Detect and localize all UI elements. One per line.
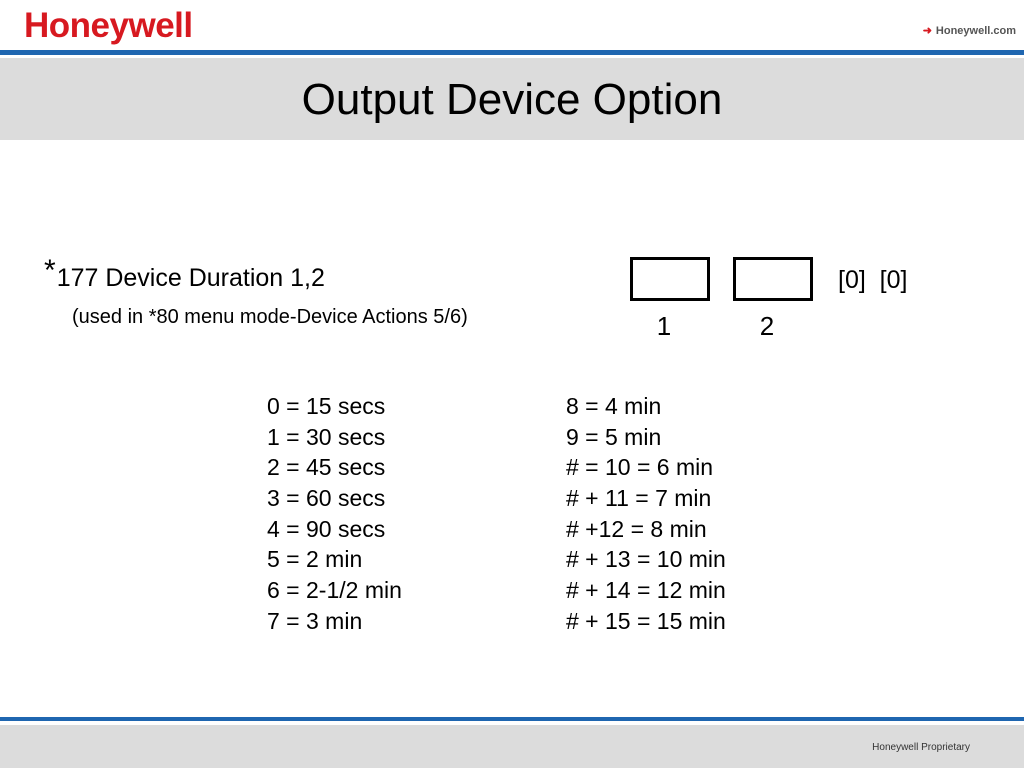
slide-title: Output Device Option [301, 75, 723, 124]
arrow-right-icon: ➜ [922, 25, 932, 37]
footer-rule [0, 717, 1024, 721]
option-item: 6 = 2-1/2 min [267, 577, 402, 604]
option-item: # + 11 = 7 min [566, 485, 712, 512]
option-item: 1 = 30 secs [267, 423, 386, 450]
option-item: # + 15 = 15 min [566, 607, 726, 634]
option-item: # = 10 = 6 min [566, 454, 714, 481]
option-item: # + 13 = 10 min [566, 546, 726, 573]
option-item: 9 = 5 min [566, 423, 662, 450]
option-item: # +12 = 8 min [566, 515, 707, 542]
entry-box-1 [630, 257, 710, 301]
options-left-column [267, 391, 402, 637]
entry-box-1-label: 1 [656, 311, 672, 341]
option-item: 3 = 60 secs [267, 485, 386, 512]
honeywell-logo: Honeywell [24, 6, 193, 45]
entry-box-2 [733, 257, 813, 301]
command-note: (used in *80 menu mode-Device Actions 5/6) [72, 306, 468, 328]
command-label: 177 Device Duration 1,2 [56, 264, 325, 292]
default-values: [0] [0] [838, 266, 908, 294]
option-item: 4 = 90 secs [267, 515, 386, 542]
honeywell-com-link-label: Honeywell.com [935, 25, 1016, 37]
footer-proprietary: Honeywell Proprietary [872, 742, 970, 753]
header-rule [0, 50, 1024, 55]
entry-box-2-label: 2 [759, 311, 775, 341]
option-item: 0 = 15 secs [267, 393, 386, 419]
footer-band [0, 725, 1024, 768]
honeywell-com-link[interactable] [923, 24, 1016, 38]
command-star: * [44, 254, 56, 287]
options-right-column [566, 391, 726, 637]
option-item: 5 = 2 min [267, 546, 363, 573]
option-item: 7 = 3 min [267, 607, 363, 634]
option-item: # + 14 = 12 min [566, 577, 726, 604]
option-item: 2 = 45 secs [267, 454, 386, 481]
option-item: 8 = 4 min [566, 393, 662, 419]
command-heading [44, 254, 325, 295]
